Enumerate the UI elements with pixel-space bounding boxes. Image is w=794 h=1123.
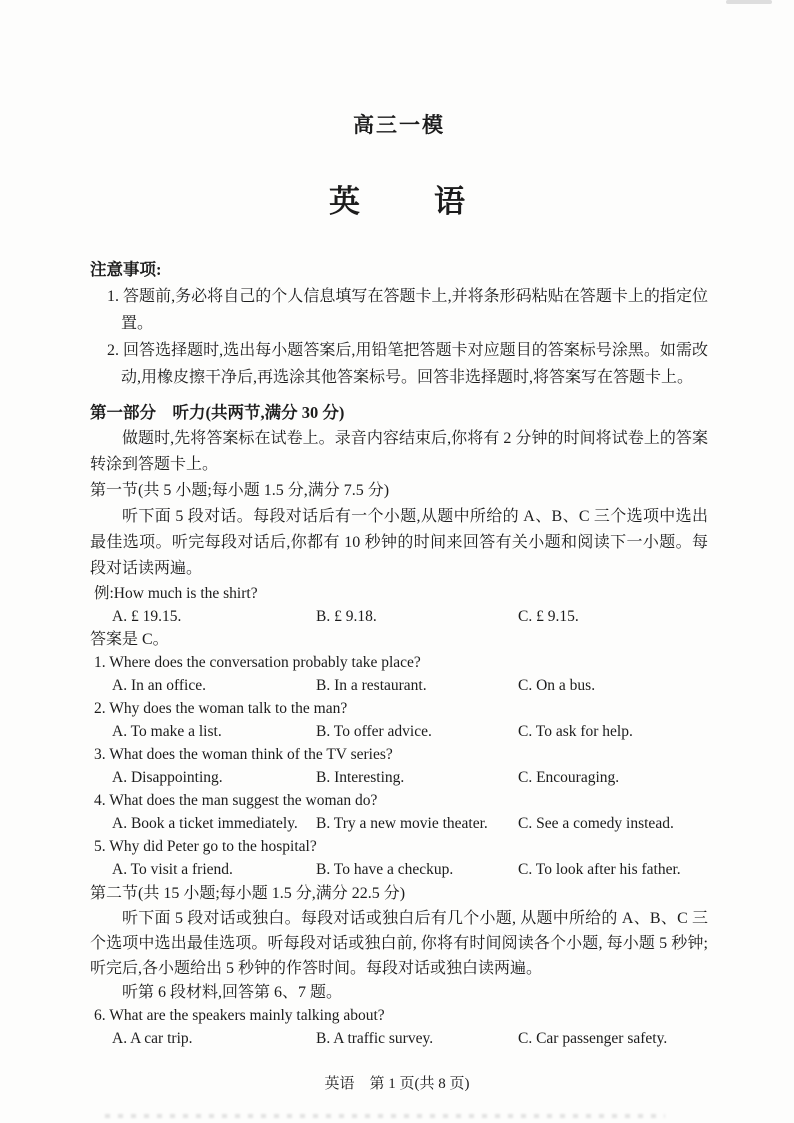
question-5-option-a: A. To visit a friend. [112, 861, 233, 878]
question-3-option-a: A. Disappointing. [112, 769, 223, 786]
next-page-bleed-artifact [105, 1114, 665, 1118]
question-3-option-b: B. Interesting. [316, 769, 405, 786]
example-question: 例:How much is the shirt? [94, 585, 258, 602]
part1-heading: 第一部分 听力(共两节,满分 30 分) [90, 403, 345, 422]
example-answer-note: 答案是 C。 [90, 631, 169, 648]
question-6-option-a: A. A car trip. [112, 1030, 193, 1047]
question-2-option-c: C. To ask for help. [518, 723, 633, 740]
section2-intro: 听下面 5 段对话或独白。每段对话或独白后有几个小题, 从题中所给的 A、B、C 三个选项中选出最佳选项。听每段对话或独白前, 你将有时间阅读各个小题, 每小题 5 秒钟;听完后,各小题给出 5 秒钟的作答时间。每段对话或独白读两遍。 [90, 910, 708, 977]
question-6-option-c: C. Car passenger safety. [518, 1030, 668, 1047]
section2-material-note: 听第 6 段材料,回答第 6、7 题。 [122, 984, 343, 1001]
question-4-option-a: A. Book a ticket immediately. [112, 815, 298, 832]
notice-item-2: 2. 回答选择题时,选出每小题答案后,用铅笔把答题卡对应题目的答案标号涂黑。如需改动,用橡皮擦干净后,再选涂其他答案标号。回答非选择题时,将答案写在答题卡上。 [107, 342, 708, 386]
notice-item-1: 1. 答题前,务必将自己的个人信息填写在答题卡上,并将条形码粘贴在答题卡上的指定位置。 [107, 288, 708, 332]
example-option-b: B. £ 9.18. [316, 608, 377, 625]
question-5: 5. Why did Peter go to the hospital? [94, 838, 317, 855]
page-content [90, 0, 708, 1050]
question-2-options [90, 720, 708, 743]
scan-smudge-artifact [726, 0, 772, 4]
question-1-option-c: C. On a bus. [518, 677, 596, 694]
question-3-options [90, 766, 708, 789]
question-5-options [90, 858, 708, 881]
question-4-options [90, 812, 708, 835]
question-4: 4. What does the man suggest the woman do? [94, 792, 378, 809]
part1-intro: 做题时,先将答案标在试卷上。录音内容结束后,你将有 2 分钟的时间将试卷上的答案转涂到答题卡上。 [90, 430, 708, 473]
question-1-option-b: B. In a restaurant. [316, 677, 427, 694]
section1-intro: 听下面 5 段对话。每段对话后有一个小题,从题中所给的 A、B、C 三个选项中选出最佳选项。听完每段对话后,你都有 10 秒钟的时间来回答有关小题和阅读下一小题。每段对话读两遍。 [90, 508, 708, 577]
question-1: 1. Where does the conversation probably take place? [94, 654, 421, 671]
question-4-option-c: C. See a comedy instead. [518, 815, 674, 832]
exam-label: 高三一模 [353, 113, 445, 137]
question-6: 6. What are the speakers mainly talking about? [94, 1007, 385, 1024]
question-4-option-b: B. Try a new movie theater. [316, 815, 488, 832]
notice-heading: 注意事项: [90, 260, 162, 279]
question-6-options [90, 1027, 708, 1050]
question-3: 3. What does the woman think of the TV series? [94, 746, 393, 763]
question-2-option-a: A. To make a list. [112, 723, 222, 740]
question-5-option-b: B. To have a checkup. [316, 861, 454, 878]
question-3-option-c: C. Encouraging. [518, 769, 620, 786]
question-1-options [90, 674, 708, 697]
example-option-c: C. £ 9.15. [518, 608, 579, 625]
question-2-option-b: B. To offer advice. [316, 723, 432, 740]
question-6-option-b: B. A traffic survey. [316, 1030, 434, 1047]
question-1-option-a: A. In an office. [112, 677, 206, 694]
subject-title: 英 语 [329, 184, 469, 219]
section2-heading: 第二节(共 15 小题;每小题 1.5 分,满分 22.5 分) [90, 885, 406, 902]
example-option-a: A. £ 19.15. [112, 608, 182, 625]
section1-heading: 第一节(共 5 小题;每小题 1.5 分,满分 7.5 分) [90, 482, 390, 499]
question-5-option-c: C. To look after his father. [518, 861, 681, 878]
question-2: 2. Why does the woman talk to the man? [94, 700, 348, 717]
example-options [90, 605, 708, 628]
page-footer: 英语 第 1 页(共 8 页) [324, 1076, 470, 1092]
